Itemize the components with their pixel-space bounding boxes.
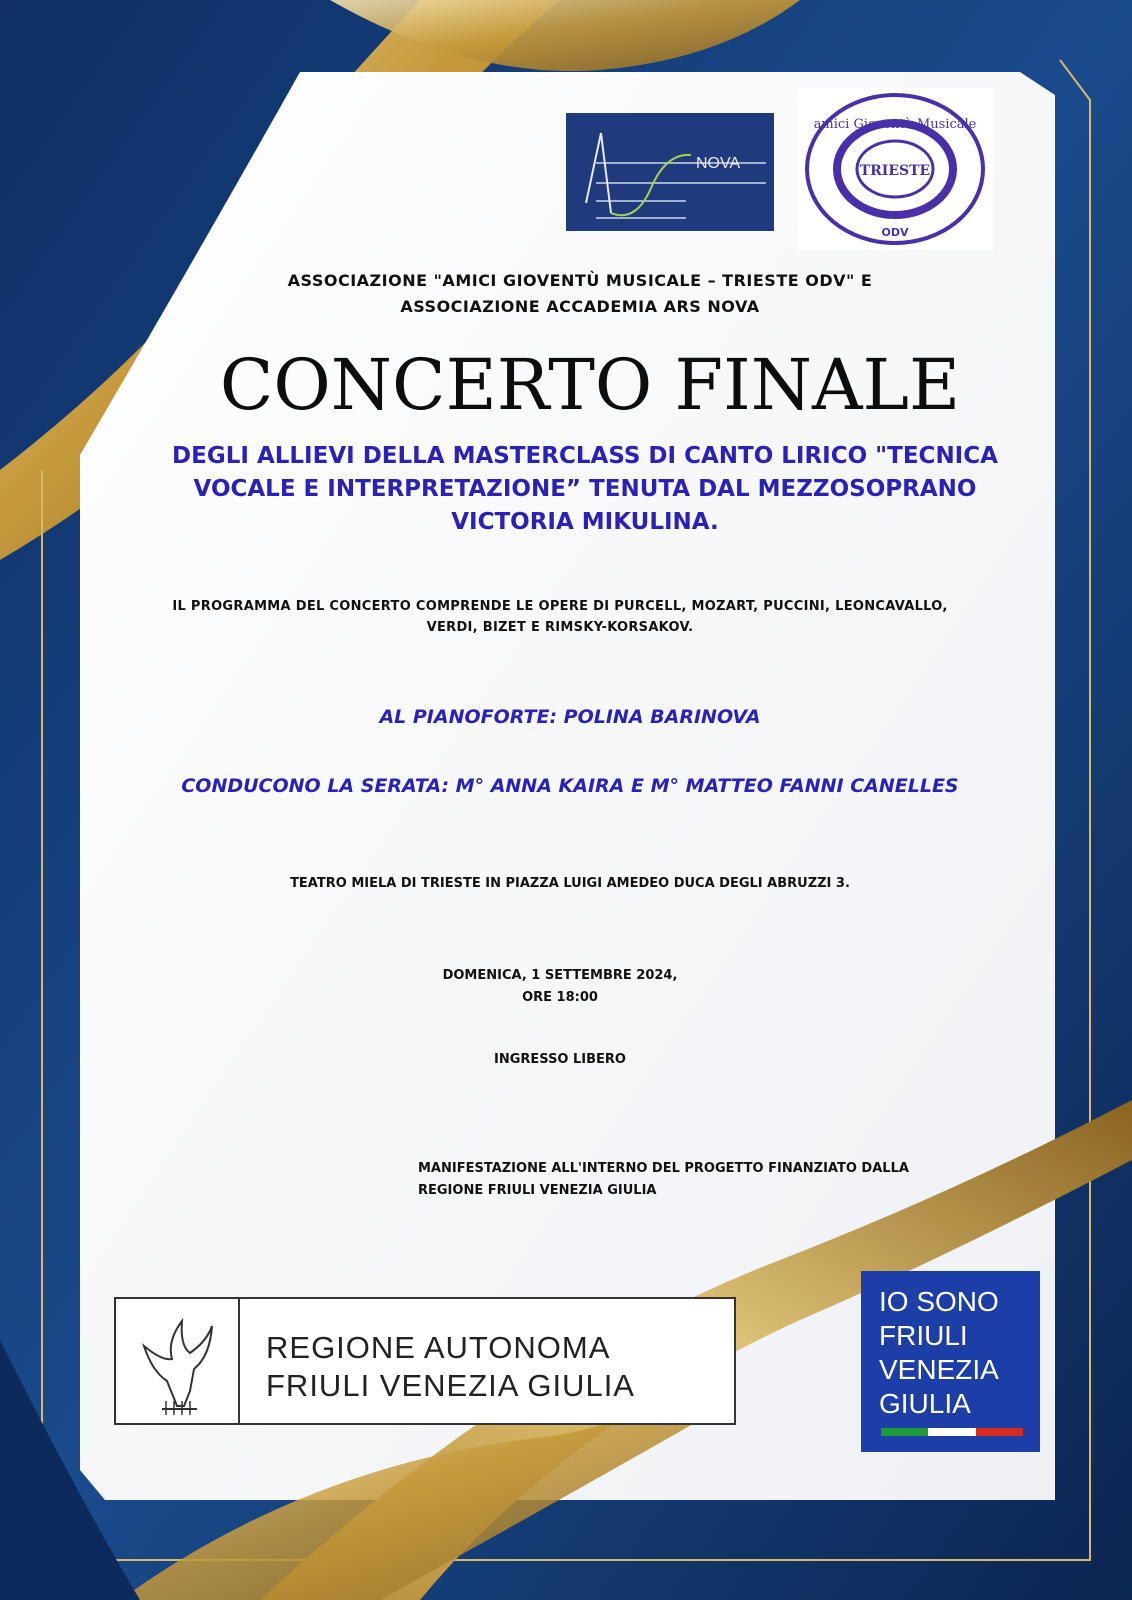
ars-nova-text: NOVA	[696, 155, 741, 172]
date-line: DOMENICA, 1 SETTEMBRE 2024,	[442, 968, 678, 983]
regione-text	[266, 1329, 635, 1405]
program-line-1: IL PROGRAMMA DEL CONCERTO COMPRENDE LE OPERE DI PURCELL, MOZART, PUCCINI, LEONCAVALLO,	[172, 599, 948, 614]
flag-white	[928, 1428, 975, 1436]
ars-nova-graphic	[566, 113, 774, 231]
regione-line-1: REGIONE AUTONOMA	[266, 1330, 611, 1365]
subtitle-line-1: DEGLI ALLIEVI DELLA MASTERCLASS DI CANTO LIRICO "TECNICA	[172, 443, 998, 469]
funding-note	[418, 1158, 998, 1202]
hosts-credit: CONDUCONO LA SERATA: M° ANNA KAIRA E M° MATTEO FANNI CANELLES	[181, 775, 959, 797]
funding-line-1: MANIFESTAZIONE ALL'INTERNO DEL PROGETTO FINANZIATO DALLA	[418, 1161, 909, 1176]
subtitle	[150, 440, 1020, 539]
program-description	[110, 596, 1010, 638]
time-line: ORE 18:00	[522, 990, 598, 1005]
pianist-credit: AL PIANOFORTE: POLINA BARINOVA	[379, 706, 761, 728]
flag-red	[976, 1428, 1023, 1436]
date-time	[360, 965, 760, 1009]
associations-header	[230, 268, 930, 320]
agm-ring-text: amici Gioventù Musicale	[813, 117, 977, 132]
admission: INGRESSO LIBERO	[494, 1052, 626, 1067]
agm-trieste-logo	[797, 88, 993, 250]
ars-nova-logo	[566, 113, 774, 231]
program-line-2: VERDI, BIZET E RIMSKY-KORSAKOV.	[426, 620, 694, 635]
eagle-icon	[122, 1301, 232, 1421]
venue: TEATRO MIELA DI TRIESTE IN PIAZZA LUIGI AMEDEO DUCA DEGLI ABRUZZI 3.	[290, 876, 850, 891]
funding-line-2: REGIONE FRIULI VENEZIA GIULIA	[418, 1183, 657, 1198]
fvg-line-2: FRIULI	[879, 1320, 968, 1351]
regione-line-2: FRIULI VENEZIA GIULIA	[266, 1368, 635, 1403]
page-title: CONCERTO FINALE	[219, 344, 961, 426]
regione-fvg-logo	[114, 1297, 736, 1425]
fvg-line-4: GIULIA	[879, 1388, 971, 1419]
subtitle-line-2: VOCALE E INTERPRETAZIONE” TENUTA DAL MEZZOSOPRANO	[193, 476, 977, 502]
agm-center-text: TRIESTE	[859, 163, 931, 179]
associations-line-2: ASSOCIAZIONE ACCADEMIA ARS NOVA	[400, 297, 760, 316]
subtitle-line-3: VICTORIA MIKULINA.	[451, 509, 719, 535]
fvg-line-1: IO SONO	[879, 1286, 999, 1317]
io-sono-fvg-logo	[861, 1271, 1040, 1452]
fvg-line-3: VENEZIA	[879, 1354, 999, 1385]
fvg-text	[879, 1285, 999, 1421]
logo-divider	[238, 1299, 240, 1423]
associations-line-1: ASSOCIAZIONE "AMICI GIOVENTÙ MUSICALE – TRIESTE ODV" E	[287, 271, 873, 290]
agm-bottom-text: ODV	[881, 226, 909, 239]
flag-green	[881, 1428, 928, 1436]
italian-flag-stripe	[881, 1428, 1023, 1436]
